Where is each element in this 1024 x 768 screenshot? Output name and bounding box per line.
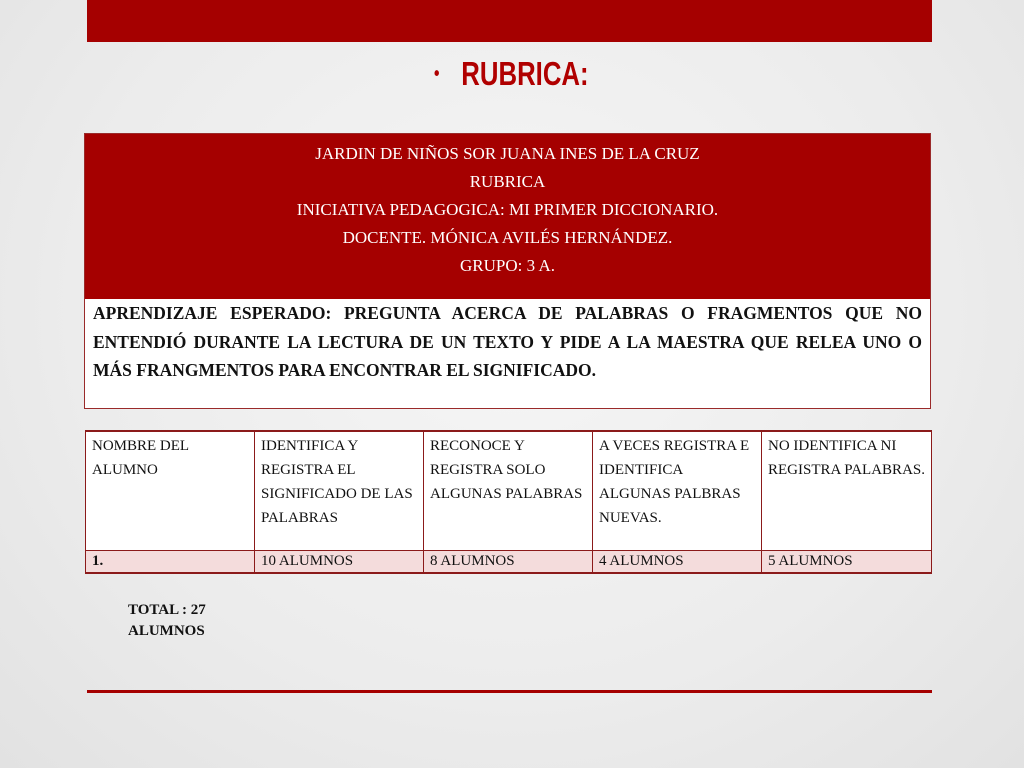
header-identifies: IDENTIFICA Y REGISTRA EL SIGNIFICADO DE LAS PALABRAS [255, 431, 424, 551]
total-unit: ALUMNOS [128, 623, 205, 639]
bullet-icon: • [434, 62, 440, 85]
header-recognizes: RECONOCE Y REGISTRA SOLO ALGUNAS PALABRAS [424, 431, 593, 551]
school-name: JARDIN DE NIÑOS SOR JUANA INES DE LA CRUZ [315, 144, 700, 163]
rubric-table [85, 430, 932, 574]
bottom-accent-line [87, 690, 932, 693]
total-students [128, 600, 206, 642]
header-sometimes: A VECES REGISTRA E IDENTIFICA ALGUNAS PALBRAS NUEVAS. [593, 431, 762, 551]
top-accent-bar [87, 0, 932, 42]
total-label: TOTAL : 27 [128, 602, 206, 618]
table-header-row [86, 431, 932, 551]
group-label: GRUPO: 3 A. [460, 256, 555, 275]
header-student-name: NOMBRE DEL ALUMNO [86, 431, 255, 551]
info-header [85, 134, 930, 299]
slide-title-text: RUBRICA: [461, 55, 589, 92]
initiative-name: INICIATIVA PEDAGOGICA: MI PRIMER DICCIONARIO. [296, 200, 719, 219]
cell-does-not-identify-count: 5 ALUMNOS [762, 551, 932, 574]
table-row [86, 551, 932, 574]
slide-title [434, 52, 589, 96]
expected-learning: APRENDIZAJE ESPERADO: PREGUNTA ACERCA DE PALABRAS O FRAGMENTOS QUE NO ENTENDIÓ DURANTE LA LECTURA DE UN TEXTO Y PIDE A LA MAESTRA QUE RELEA UNO O MÁS FRANGMENTOS PARA ENCONTRAR EL SIGNIFICADO. [93, 303, 922, 380]
cell-sometimes-count: 4 ALUMNOS [593, 551, 762, 574]
header-does-not-identify: NO IDENTIFICA NI REGISTRA PALABRAS. [762, 431, 932, 551]
cell-recognizes-count: 8 ALUMNOS [424, 551, 593, 574]
info-box [84, 133, 931, 409]
rubric-label: RUBRICA [469, 172, 546, 191]
cell-identifies-count: 10 ALUMNOS [255, 551, 424, 574]
row-number: 1. [86, 551, 255, 574]
teacher-name: DOCENTE. MÓNICA AVILÉS HERNÁNDEZ. [342, 228, 673, 247]
